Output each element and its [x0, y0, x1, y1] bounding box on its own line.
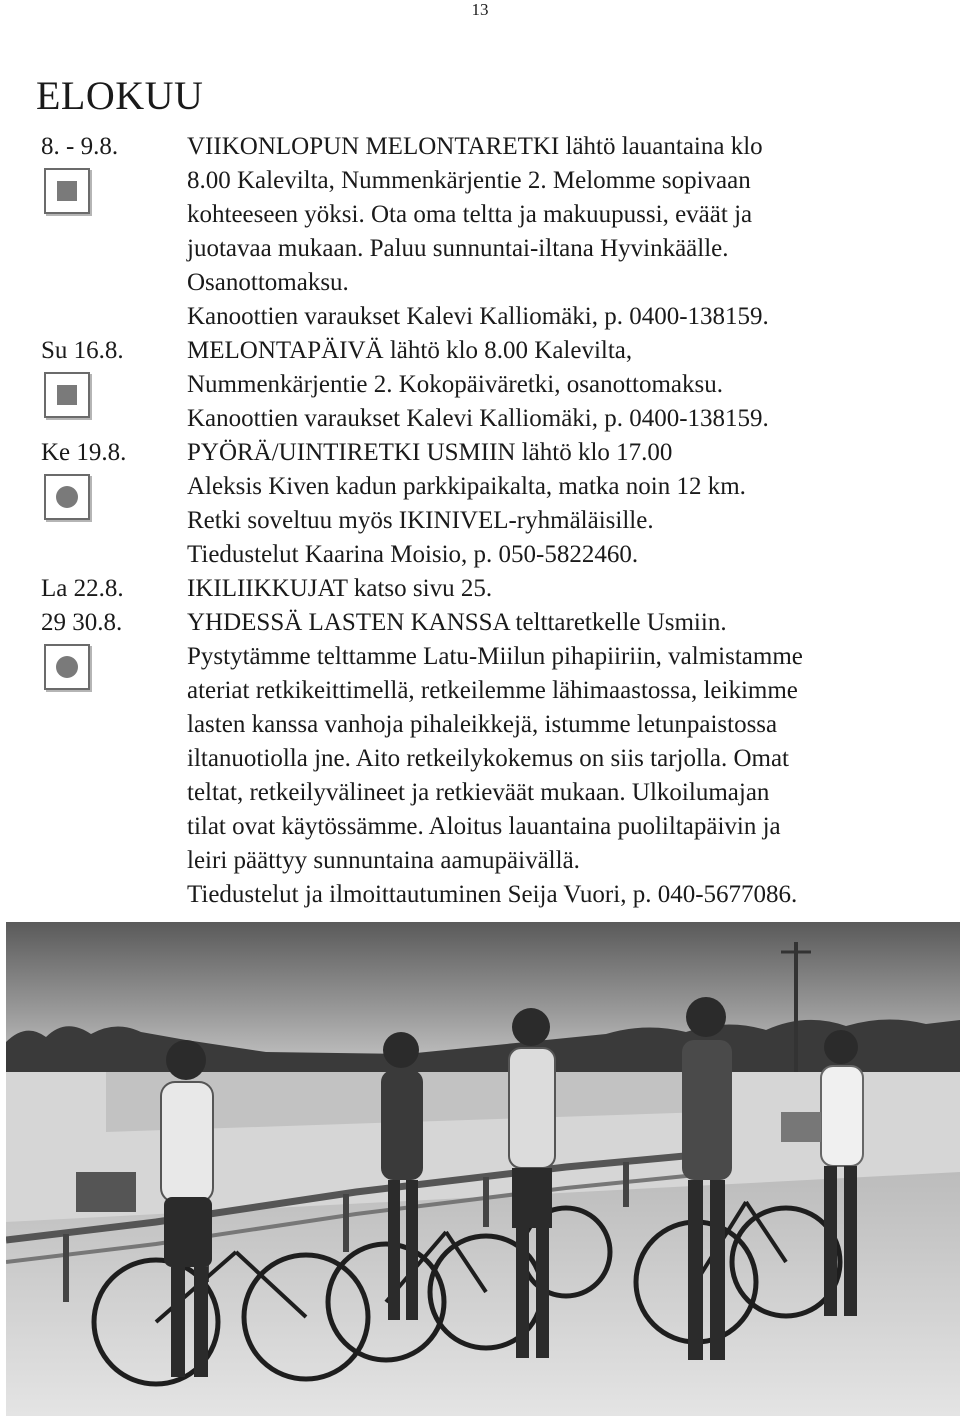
event-entry	[0, 606, 960, 912]
event-description	[187, 436, 927, 572]
event-line: Tiedustelut ja ilmoittautuminen Seija Vuori, p. 040-5677086.	[187, 881, 798, 908]
event-line: tilat ovat käytössämme. Aloitus lauantaina puoliltapäivin ja	[187, 813, 781, 840]
event-line: kohteeseen yöksi. Ota oma teltta ja makuupussi, eväät ja	[187, 201, 753, 228]
square-symbol-icon	[44, 168, 90, 214]
circle-symbol-icon	[44, 644, 90, 690]
event-line: teltat, retkeilyvälineet ja retkieväät mukaan. Ulkoilumajan	[187, 779, 770, 806]
event-line: juotavaa mukaan. Paluu sunnuntai-iltana Hyvinkäälle.	[187, 235, 729, 262]
event-line: leiri päättyy sunnuntaina aamupäivällä.	[187, 847, 580, 874]
event-line: IKILIIKKUJAT katso sivu 25.	[187, 575, 493, 602]
event-entry	[0, 334, 960, 436]
square-symbol-icon	[44, 372, 90, 418]
event-entry	[0, 436, 960, 572]
event-line: lasten kanssa vanhoja pihaleikkejä, istumme letunpaistossa	[187, 711, 778, 738]
event-line: MELONTAPÄIVÄ lähtö klo 8.00 Kalevilta,	[187, 337, 633, 364]
event-line: ateriat retkikeittimellä, retkeilemme lähimaastossa, leikimme	[187, 677, 798, 704]
event-date: 29 30.8.	[41, 609, 123, 636]
event-line: Kanoottien varaukset Kalevi Kalliomäki, p. 0400-138159.	[187, 303, 769, 330]
event-list	[0, 130, 960, 912]
page-number: 13	[471, 0, 489, 19]
event-line: Aleksis Kiven kadun parkkipaikalta, matka noin 12 km.	[187, 473, 746, 500]
event-line: VIIKONLOPUN MELONTARETKI lähtö lauantaina klo	[187, 133, 763, 160]
circle-symbol-icon	[44, 474, 90, 520]
event-description	[187, 130, 927, 334]
event-line: Pystytämme telttamme Latu-Miilun pihapiiriin, valmistamme	[187, 643, 803, 670]
event-line: Nummenkärjentie 2. Kokopäiväretki, osanottomaksu.	[187, 371, 723, 398]
event-line: YHDESSÄ LASTEN KANSSA telttaretkelle Usmiin.	[187, 609, 727, 636]
event-date: Ke 19.8.	[41, 439, 127, 466]
event-line: 8.00 Kalevilta, Nummenkärjentie 2. Melomme sopivaan	[187, 167, 751, 194]
event-line: Tiedustelut Kaarina Moisio, p. 050-5822460.	[187, 541, 639, 568]
event-line: iltanuotiolla jne. Aito retkeilykokemus on siis tarjolla. Omat	[187, 745, 789, 772]
page-heading: ELOKUU	[36, 73, 204, 118]
event-entry	[0, 130, 960, 334]
event-date: 8. - 9.8.	[41, 133, 119, 160]
event-line: Osanottomaksu.	[187, 269, 349, 296]
event-description	[187, 606, 927, 912]
event-description	[187, 572, 927, 606]
event-line: Kanoottien varaukset Kalevi Kalliomäki, p. 0400-138159.	[187, 405, 769, 432]
event-line: Retki soveltuu myös IKINIVEL-ryhmäläisille.	[187, 507, 654, 534]
event-date: Su 16.8.	[41, 337, 124, 364]
event-date: La 22.8.	[41, 575, 124, 602]
event-line: PYÖRÄ/UINTIRETKI USMIIN lähtö klo 17.00	[187, 439, 673, 466]
event-description	[187, 334, 927, 436]
event-entry	[0, 572, 960, 606]
cyclists-photo	[6, 922, 960, 1416]
